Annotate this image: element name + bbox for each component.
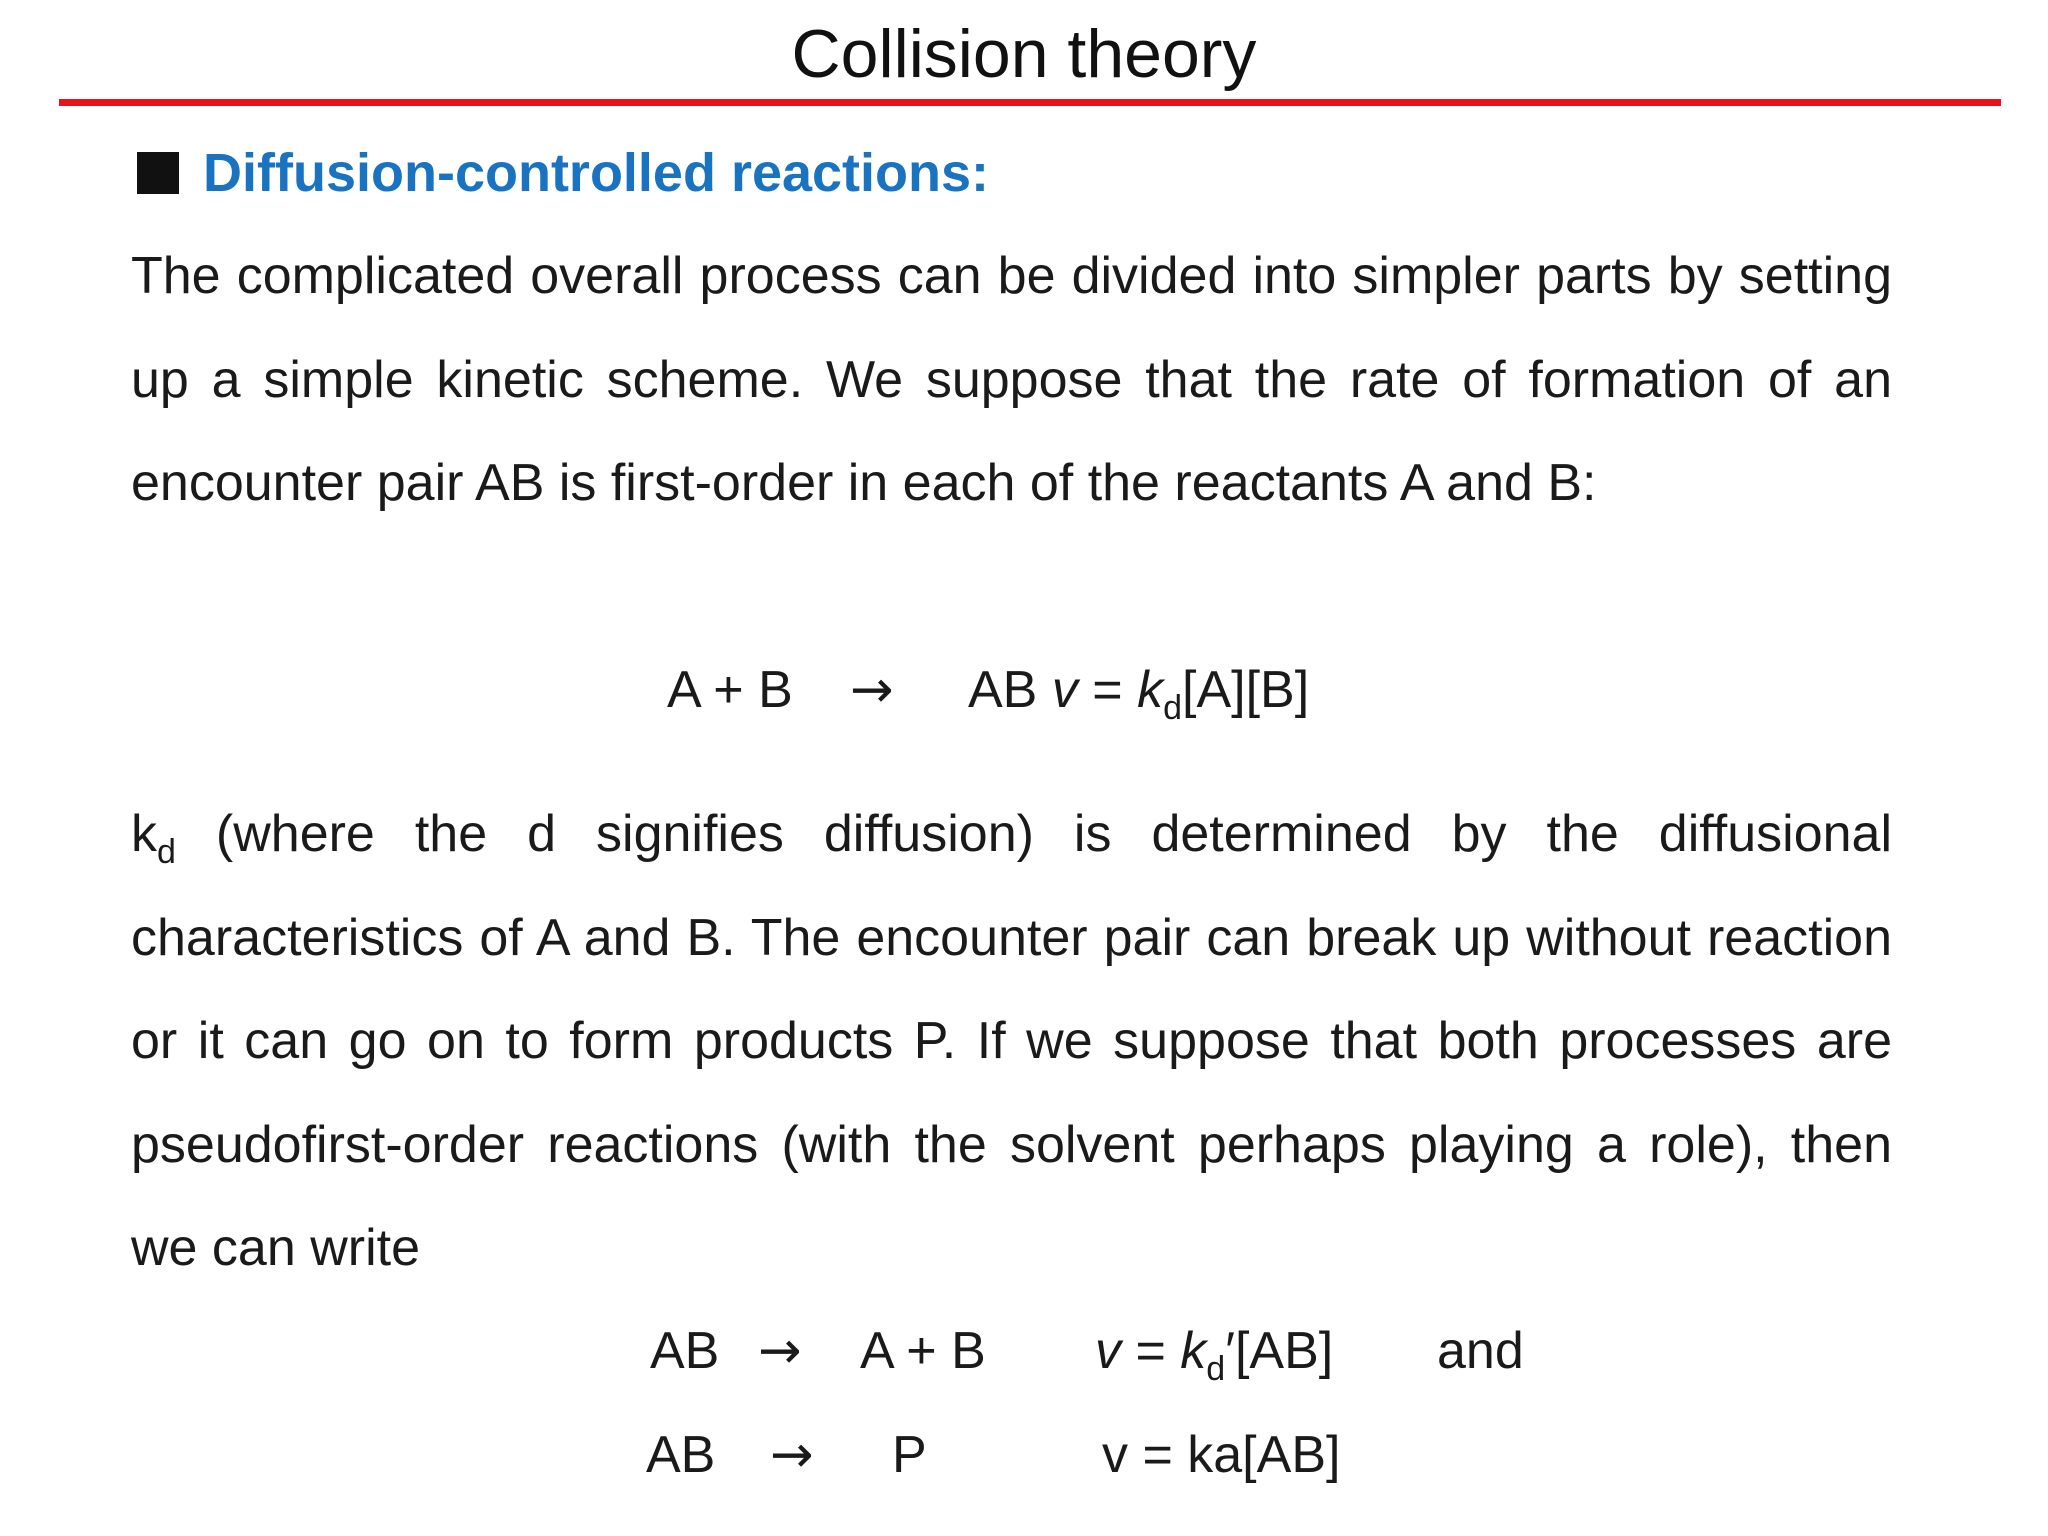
- slide-title: Collision theory: [791, 16, 1257, 92]
- eq1-rate-k-sub: d: [1163, 689, 1183, 727]
- eq2-products: A + B: [860, 1322, 986, 1380]
- eq1-product-rate: [968, 655, 1309, 725]
- paragraph-diffusion-text: (where the d signifies diffusion) is determined by the diffusional characteristics of A and B. The encounter pair can break up without reaction or it can go on to form products P. If we suppose that both processes are pseudofirst-order reactions (with the solvent perhaps playing a role), then we can write: [131, 805, 1892, 1277]
- eq3-product: P: [892, 1426, 927, 1484]
- eq3-arrow: →: [770, 1425, 814, 1485]
- eq1-arrow: →: [850, 660, 894, 720]
- section-heading-text: Diffusion-controlled reactions:: [203, 143, 990, 203]
- section-heading: [137, 138, 989, 208]
- eq1-reactants: A + B: [667, 661, 793, 719]
- eq1-rate-equals: =: [1077, 661, 1138, 719]
- eq2-rate-k: k: [1180, 1322, 1207, 1380]
- eq1-rate-v: v: [1051, 661, 1078, 719]
- eq2-rate-k-sub: d: [1206, 1350, 1226, 1388]
- paragraph-diffusion: [131, 783, 1892, 1301]
- eq2-conjunction: and: [1437, 1322, 1524, 1380]
- eq3-rate: v = ka[AB]: [1102, 1426, 1341, 1484]
- square-bullet-icon: [137, 152, 179, 194]
- eq2-rate-equals: =: [1121, 1322, 1181, 1380]
- eq1-product: AB: [968, 661, 1038, 719]
- paragraph-intro: The complicated overall process can be divided into simpler parts by setting up a simple kinetic scheme. We suppose that the rate of formation of an encounter pair AB is first-order in each of the reactants A and B:: [131, 247, 1892, 512]
- eq2-arrow: →: [758, 1321, 802, 1381]
- kd-symbol: k: [131, 805, 157, 863]
- eq1-rate-k: k: [1137, 661, 1164, 719]
- kd-symbol-sub: d: [157, 833, 176, 871]
- eq2-rate: [1095, 1316, 1333, 1386]
- eq2-reactant: AB: [650, 1322, 720, 1380]
- eq3-reactant: AB: [646, 1426, 716, 1484]
- eq2-rate-rest: ′[AB]: [1225, 1322, 1334, 1380]
- eq2-rate-v: v: [1095, 1322, 1121, 1380]
- title-divider: [59, 99, 2001, 106]
- eq1-rate-rest: [A][B]: [1182, 661, 1310, 719]
